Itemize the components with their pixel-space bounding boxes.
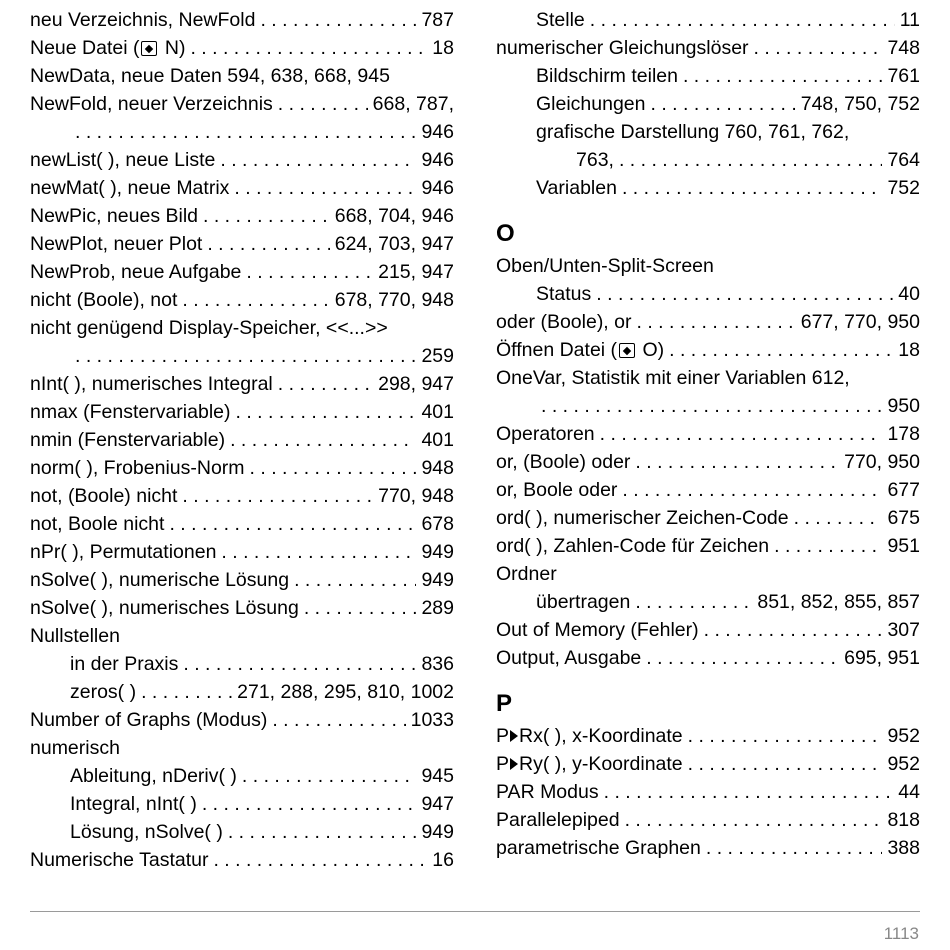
dot-leader bbox=[774, 532, 882, 560]
entry-pages: 677 bbox=[887, 479, 920, 501]
entry-pages: 947 bbox=[421, 793, 454, 815]
entry-label: not, (Boole) nicht bbox=[30, 485, 178, 507]
entry-label: NewProb, neue Aufgabe bbox=[30, 261, 242, 283]
dot-leader bbox=[250, 454, 417, 482]
entry-label: nicht genügend Display-Speicher, <<...>> bbox=[30, 317, 388, 339]
dot-leader bbox=[625, 806, 883, 834]
entry-label: Status bbox=[536, 283, 592, 305]
index-heading: Ordner bbox=[496, 563, 557, 585]
index-entry bbox=[30, 230, 454, 258]
index-entry bbox=[496, 834, 920, 862]
entry-label: oder (Boole), or bbox=[496, 311, 632, 333]
dot-leader bbox=[190, 34, 427, 62]
index-entry bbox=[30, 62, 454, 90]
right-triangle-icon bbox=[510, 730, 518, 742]
entry-pages: 675 bbox=[887, 507, 920, 529]
entry-label: Number of Graphs (Modus) bbox=[30, 709, 268, 731]
index-entry bbox=[30, 398, 454, 426]
entry-pages: 851, 852, 855, 857 bbox=[757, 591, 920, 613]
dot-leader bbox=[704, 616, 883, 644]
dot-leader bbox=[246, 258, 373, 286]
entry-pages: 952 bbox=[887, 725, 920, 747]
index-entry bbox=[496, 336, 920, 364]
index-entry bbox=[30, 846, 454, 874]
entry-label: nmax (Fenstervariable) bbox=[30, 401, 231, 423]
entry-label: übertragen bbox=[536, 591, 631, 613]
dot-leader bbox=[622, 174, 883, 202]
dot-leader bbox=[596, 280, 893, 308]
dot-leader bbox=[228, 818, 417, 846]
entry-label: Stelle bbox=[536, 9, 585, 31]
entry-label: NewPic, neues Bild bbox=[30, 205, 198, 227]
index-entry bbox=[30, 90, 454, 118]
entry-pages: 951 bbox=[887, 535, 920, 557]
index-entry bbox=[30, 314, 454, 342]
section-letter: P bbox=[496, 690, 513, 717]
index-entry bbox=[30, 566, 454, 594]
dot-leader bbox=[590, 6, 895, 34]
entry-pages: 770, 950 bbox=[844, 451, 920, 473]
dot-leader bbox=[619, 146, 883, 174]
dot-leader bbox=[202, 790, 417, 818]
entry-label: Out of Memory (Fehler) bbox=[496, 619, 699, 641]
entry-label: Lösung, nSolve( ) bbox=[70, 821, 223, 843]
dot-leader bbox=[635, 448, 839, 476]
dot-leader bbox=[203, 202, 330, 230]
dot-leader bbox=[688, 722, 883, 750]
entry-pages: 298, 947 bbox=[378, 373, 454, 395]
entry-pages: 770, 948 bbox=[378, 485, 454, 507]
entry-label-post: Ry( ), y-Koordinate bbox=[519, 753, 683, 775]
dot-leader bbox=[683, 62, 882, 90]
entry-label: numerischer Gleichungslöser bbox=[496, 37, 749, 59]
index-entry bbox=[30, 706, 454, 734]
entry-label bbox=[496, 750, 683, 778]
entry-label: ord( ), Zahlen-Code für Zeichen bbox=[496, 535, 770, 557]
entry-pages: 949 bbox=[421, 541, 454, 563]
footer-rule bbox=[30, 911, 920, 912]
entry-label: neu Verzeichnis, NewFold bbox=[30, 9, 256, 31]
entry-label: or, (Boole) oder bbox=[496, 451, 631, 473]
dot-leader bbox=[182, 482, 373, 510]
entry-pages: 388 bbox=[887, 837, 920, 859]
entry-pages: 18 bbox=[432, 37, 454, 59]
index-entry bbox=[496, 420, 920, 448]
section-letter: O bbox=[496, 220, 515, 247]
dot-leader bbox=[221, 538, 416, 566]
index-heading: Nullstellen bbox=[30, 625, 120, 647]
entry-pages: 401 bbox=[421, 401, 454, 423]
entry-label: nPr( ), Permutationen bbox=[30, 541, 217, 563]
dot-leader bbox=[688, 750, 883, 778]
index-entry bbox=[496, 392, 920, 420]
index-entry bbox=[30, 258, 454, 286]
index-entry bbox=[496, 146, 920, 174]
entry-pages: 761 bbox=[887, 65, 920, 87]
index-entry bbox=[30, 426, 454, 454]
entry-label: Bildschirm teilen bbox=[536, 65, 678, 87]
entry-label: Integral, nInt( ) bbox=[70, 793, 197, 815]
dot-leader bbox=[600, 420, 883, 448]
entry-label: zeros( ) bbox=[70, 681, 137, 703]
entry-pages: 946 bbox=[421, 177, 454, 199]
entry-label: PAR Modus bbox=[496, 781, 599, 803]
entry-label: OneVar, Statistik mit einer Variablen 612, bbox=[496, 367, 850, 389]
entry-label: newList( ), neue Liste bbox=[30, 149, 216, 171]
entry-pages: 16 bbox=[432, 849, 454, 871]
index-entry bbox=[30, 650, 454, 678]
index-entry bbox=[30, 6, 454, 34]
entry-label: not, Boole nicht bbox=[30, 513, 165, 535]
entry-pages: 668, 787, bbox=[372, 93, 454, 115]
index-entry bbox=[496, 806, 920, 834]
entry-pages: 44 bbox=[898, 781, 920, 803]
dot-leader bbox=[651, 90, 796, 118]
entry-pages: 946 bbox=[421, 149, 454, 171]
dot-leader bbox=[213, 846, 427, 874]
index-entry bbox=[496, 280, 920, 308]
entry-label: grafische Darstellung 760, 761, 762, bbox=[536, 121, 850, 143]
dot-leader bbox=[706, 834, 883, 862]
index-column-left bbox=[30, 6, 454, 874]
entry-pages: 259 bbox=[421, 345, 454, 367]
entry-label: Parallelepiped bbox=[496, 809, 620, 831]
index-entry bbox=[30, 146, 454, 174]
index-entry bbox=[496, 34, 920, 62]
dot-leader bbox=[754, 34, 883, 62]
entry-pages: 748, 750, 752 bbox=[800, 93, 920, 115]
entry-label: parametrische Graphen bbox=[496, 837, 701, 859]
entry-pages: 40 bbox=[898, 283, 920, 305]
index-entry bbox=[496, 778, 920, 806]
dot-leader bbox=[636, 308, 795, 336]
entry-label: NewPlot, neuer Plot bbox=[30, 233, 203, 255]
index-entry bbox=[30, 790, 454, 818]
right-triangle-icon bbox=[510, 758, 518, 770]
index-entry bbox=[30, 678, 454, 706]
entry-pages: 624, 703, 947 bbox=[334, 233, 454, 255]
diamond-key-icon bbox=[619, 343, 635, 358]
index-heading: numerisch bbox=[30, 737, 120, 759]
dot-leader bbox=[278, 90, 368, 118]
entry-pages: 678, 770, 948 bbox=[334, 289, 454, 311]
entry-label: NewFold, neuer Verzeichnis bbox=[30, 93, 273, 115]
entry-pages: 787 bbox=[421, 9, 454, 31]
entry-label-pre: Öffnen Datei ( bbox=[496, 339, 618, 361]
dot-leader bbox=[220, 146, 416, 174]
entry-label: or, Boole oder bbox=[496, 479, 618, 501]
entry-pages: 678 bbox=[421, 513, 454, 535]
entry-label: NewData, neue Daten 594, 638, 668, 945 bbox=[30, 65, 390, 87]
index-entry bbox=[496, 750, 920, 778]
dot-leader bbox=[635, 588, 752, 616]
index-entry bbox=[496, 532, 920, 560]
dot-leader bbox=[646, 644, 839, 672]
dot-leader bbox=[230, 426, 416, 454]
index-entry bbox=[30, 34, 454, 62]
entry-label: Ableitung, nDeriv( ) bbox=[70, 765, 237, 787]
index-entry bbox=[30, 118, 454, 146]
dot-leader bbox=[622, 476, 882, 504]
index-entry bbox=[30, 538, 454, 566]
index-entry bbox=[30, 762, 454, 790]
index-entry bbox=[496, 118, 920, 146]
entry-pages: 948 bbox=[421, 457, 454, 479]
entry-label-pre: P bbox=[496, 725, 510, 747]
entry-pages: 946 bbox=[421, 121, 454, 143]
entry-pages: 18 bbox=[898, 339, 920, 361]
entry-pages: 752 bbox=[887, 177, 920, 199]
entry-pages: 11 bbox=[899, 9, 920, 31]
entry-label: nSolve( ), numerische Lösung bbox=[30, 569, 290, 591]
entry-label-post: N) bbox=[159, 37, 186, 59]
index-entry bbox=[496, 90, 920, 118]
entry-pages: 1033 bbox=[410, 709, 454, 731]
entry-pages: 945 bbox=[421, 765, 454, 787]
diamond-key-icon bbox=[141, 41, 157, 56]
index-entry bbox=[30, 370, 454, 398]
entry-label bbox=[496, 722, 683, 750]
entry-label-post: Rx( ), x-Koordinate bbox=[519, 725, 683, 747]
index-heading: Oben/Unten-Split-Screen bbox=[496, 255, 714, 277]
entry-label: Operatoren bbox=[496, 423, 595, 445]
entry-label-post: O) bbox=[637, 339, 665, 361]
dot-leader bbox=[169, 510, 416, 538]
entry-label: norm( ), Frobenius-Norm bbox=[30, 457, 245, 479]
index-entry bbox=[30, 286, 454, 314]
entry-label: Gleichungen bbox=[536, 93, 646, 115]
dot-leader bbox=[794, 504, 883, 532]
dot-leader bbox=[604, 778, 894, 806]
index-entry bbox=[496, 308, 920, 336]
entry-label: Variablen bbox=[536, 177, 617, 199]
index-entry bbox=[496, 448, 920, 476]
entry-label: nicht (Boole), not bbox=[30, 289, 178, 311]
entry-label bbox=[496, 336, 664, 364]
index-entry bbox=[30, 174, 454, 202]
entry-pages: 764 bbox=[887, 149, 920, 171]
index-entry bbox=[496, 616, 920, 644]
entry-pages: 668, 704, 946 bbox=[334, 205, 454, 227]
index-entry bbox=[496, 722, 920, 750]
dot-leader bbox=[294, 566, 416, 594]
index-entry bbox=[496, 174, 920, 202]
dot-leader bbox=[242, 762, 417, 790]
dot-leader bbox=[75, 118, 416, 146]
index-entry bbox=[496, 476, 920, 504]
index-entry bbox=[30, 510, 454, 538]
dot-leader bbox=[669, 336, 893, 364]
entry-label: Output, Ausgabe bbox=[496, 647, 642, 669]
entry-pages: 836 bbox=[421, 653, 454, 675]
entry-label: Numerische Tastatur bbox=[30, 849, 209, 871]
dot-leader bbox=[182, 286, 329, 314]
entry-pages: 178 bbox=[887, 423, 920, 445]
dot-leader bbox=[207, 230, 329, 258]
dot-leader bbox=[75, 342, 416, 370]
entry-pages: 289 bbox=[421, 597, 454, 619]
dot-leader bbox=[234, 174, 416, 202]
page-number: 1113 bbox=[883, 924, 919, 943]
dot-leader bbox=[260, 6, 416, 34]
index-entry bbox=[496, 6, 920, 34]
dot-leader bbox=[141, 678, 232, 706]
index-entry bbox=[30, 202, 454, 230]
entry-label-pre: Neue Datei ( bbox=[30, 37, 140, 59]
entry-label: ord( ), numerischer Zeichen-Code bbox=[496, 507, 789, 529]
entry-label bbox=[30, 34, 185, 62]
entry-pages: 748 bbox=[887, 37, 920, 59]
entry-pages: 401 bbox=[421, 429, 454, 451]
index-entry bbox=[30, 454, 454, 482]
dot-leader bbox=[235, 398, 416, 426]
index-column-right bbox=[496, 6, 920, 862]
index-entry bbox=[496, 504, 920, 532]
index-entry bbox=[496, 588, 920, 616]
index-entry bbox=[30, 818, 454, 846]
dot-leader bbox=[541, 392, 882, 420]
entry-label: in der Praxis bbox=[70, 653, 179, 675]
entry-label: nSolve( ), numerisches Lösung bbox=[30, 597, 299, 619]
index-entry bbox=[496, 644, 920, 672]
entry-pages: 271, 288, 295, 810, 1002 bbox=[237, 681, 454, 703]
index-entry bbox=[30, 594, 454, 622]
entry-label: newMat( ), neue Matrix bbox=[30, 177, 230, 199]
entry-label: 763, bbox=[576, 149, 614, 171]
entry-pages: 952 bbox=[887, 753, 920, 775]
entry-label: nmin (Fenstervariable) bbox=[30, 429, 226, 451]
index-entry bbox=[30, 482, 454, 510]
index-entry bbox=[496, 62, 920, 90]
entry-label: nInt( ), numerisches Integral bbox=[30, 373, 273, 395]
entry-pages: 949 bbox=[421, 821, 454, 843]
dot-leader bbox=[183, 650, 416, 678]
entry-pages: 950 bbox=[887, 395, 920, 417]
entry-pages: 818 bbox=[887, 809, 920, 831]
entry-pages: 949 bbox=[421, 569, 454, 591]
entry-pages: 215, 947 bbox=[378, 261, 454, 283]
dot-leader bbox=[278, 370, 373, 398]
entry-label-pre: P bbox=[496, 753, 510, 775]
entry-pages: 695, 951 bbox=[844, 647, 920, 669]
index-entry bbox=[30, 342, 454, 370]
dot-leader bbox=[304, 594, 417, 622]
dot-leader bbox=[272, 706, 405, 734]
entry-pages: 307 bbox=[887, 619, 920, 641]
entry-pages: 677, 770, 950 bbox=[800, 311, 920, 333]
index-entry bbox=[496, 364, 920, 392]
